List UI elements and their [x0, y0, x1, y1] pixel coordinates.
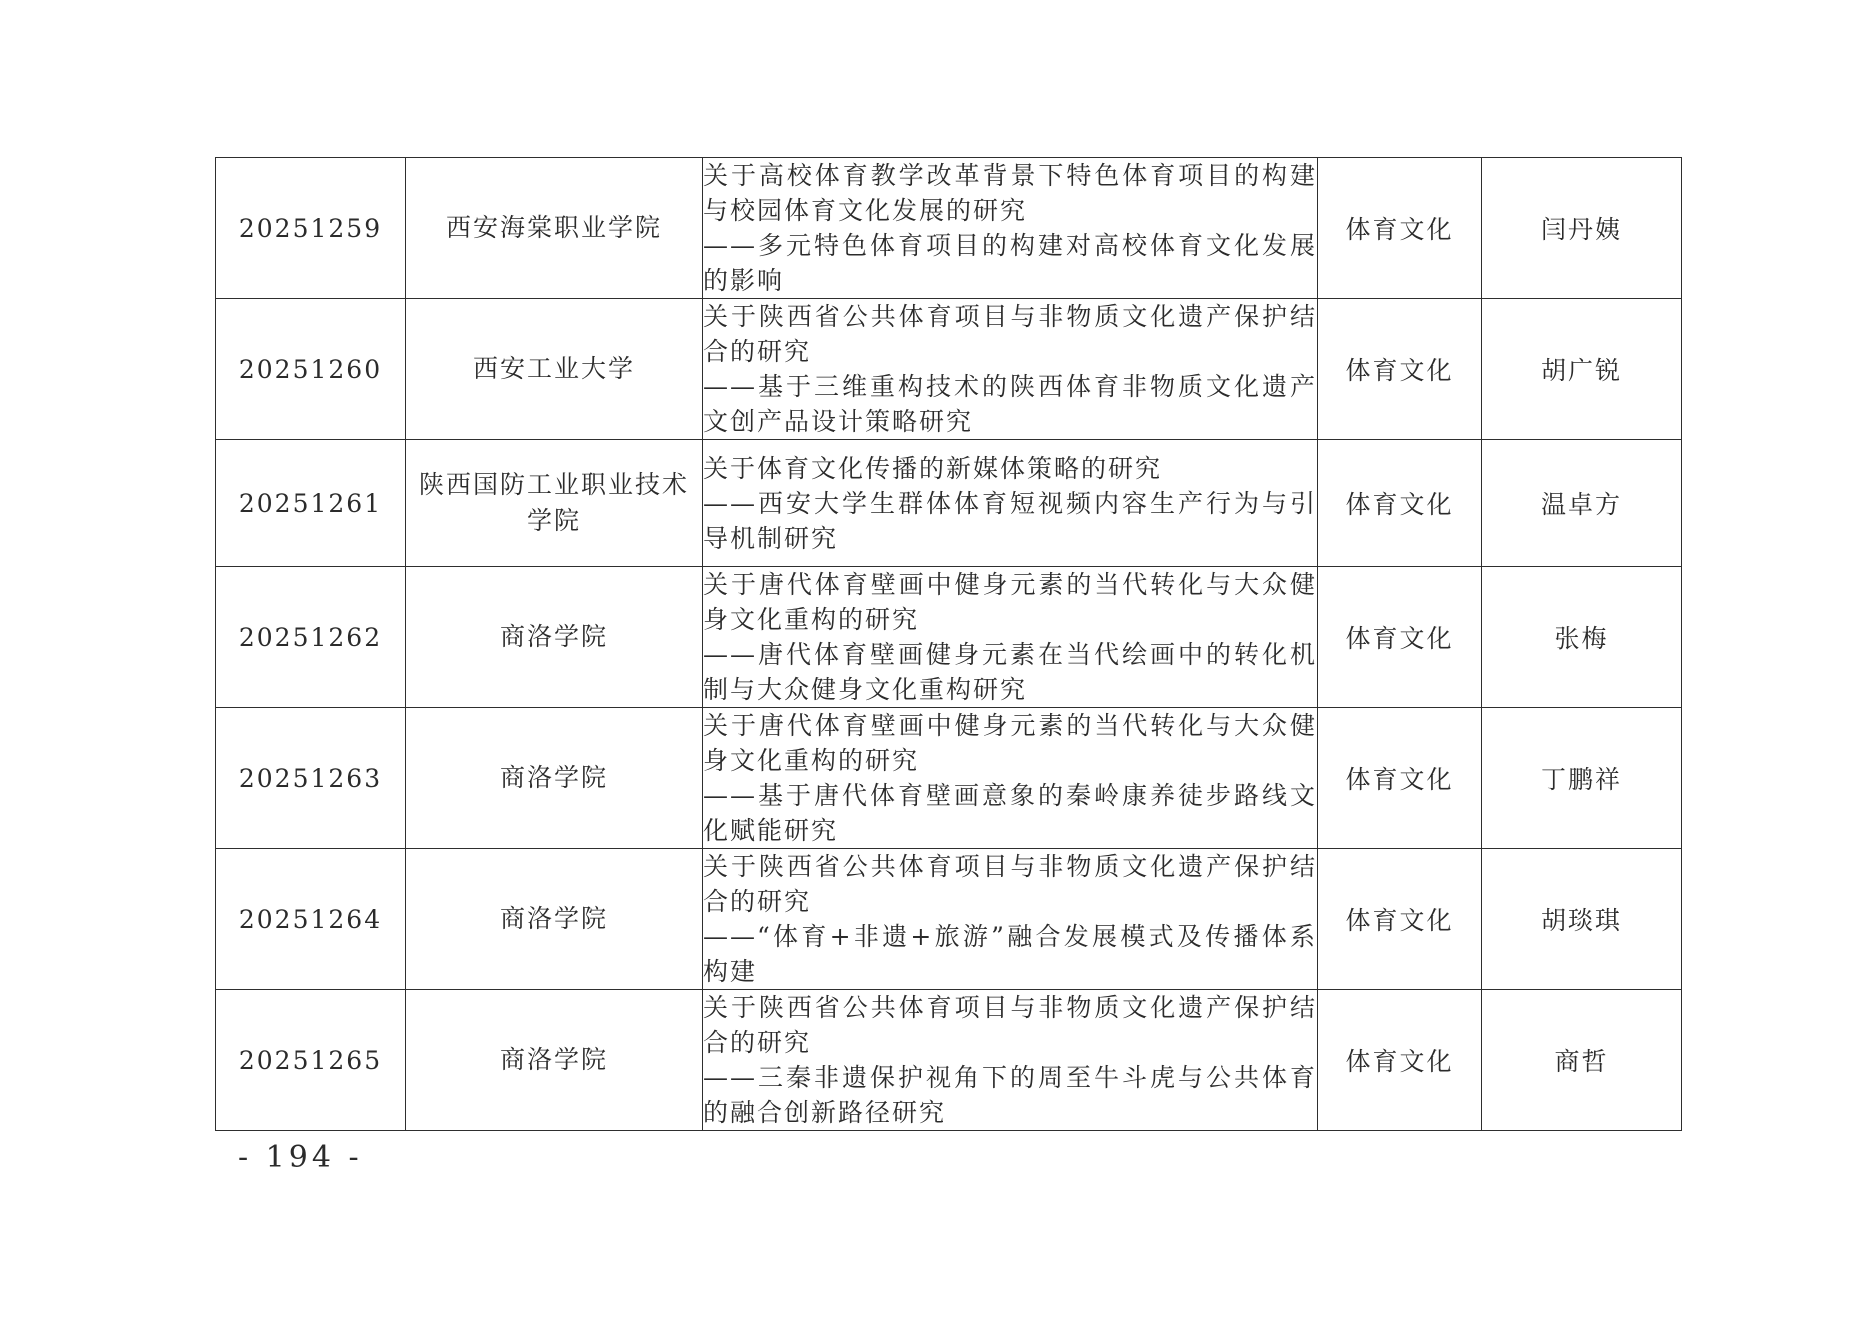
project-code: 20251262: [216, 567, 406, 708]
project-title-main: 关于陕西省公共体育项目与非物质文化遗产保护结合的研究: [703, 302, 1317, 366]
project-title: [703, 990, 1318, 1131]
project-title-sub: ——基于唐代体育壁画意象的秦岭康养徒步路线文化赋能研究: [703, 781, 1317, 845]
institution-name: 商洛学院: [406, 849, 703, 990]
project-leader: 温卓方: [1482, 440, 1682, 567]
project-leader: 张梅: [1482, 567, 1682, 708]
project-code: 20251259: [216, 158, 406, 299]
project-title-main: 关于陕西省公共体育项目与非物质文化遗产保护结合的研究: [703, 993, 1317, 1057]
project-title: [703, 567, 1318, 708]
institution-name: 商洛学院: [406, 567, 703, 708]
project-title-sub: ——西安大学生群体体育短视频内容生产行为与引导机制研究: [703, 488, 1317, 553]
project-title-main: 关于陕西省公共体育项目与非物质文化遗产保护结合的研究: [703, 852, 1317, 916]
project-title: [703, 158, 1318, 299]
table-row: [216, 567, 1682, 708]
project-category: 体育文化: [1318, 567, 1482, 708]
table-row: [216, 299, 1682, 440]
table-row: [216, 158, 1682, 299]
project-title-sub: ——基于三维重构技术的陕西体育非物质文化遗产文创产品设计策略研究: [703, 372, 1317, 436]
project-leader: 商哲: [1482, 990, 1682, 1131]
project-code: 20251261: [216, 440, 406, 567]
project-title: [703, 299, 1318, 440]
project-title: [703, 849, 1318, 990]
institution-name: 商洛学院: [406, 990, 703, 1131]
project-leader: 胡琰琪: [1482, 849, 1682, 990]
project-category: 体育文化: [1318, 849, 1482, 990]
project-category: 体育文化: [1318, 708, 1482, 849]
project-leader: 胡广锐: [1482, 299, 1682, 440]
project-title-sub: ——“体育+非遗+旅游”融合发展模式及传播体系构建: [703, 922, 1317, 986]
project-category: 体育文化: [1318, 440, 1482, 567]
project-title: [703, 708, 1318, 849]
institution-name: 西安海棠职业学院: [406, 158, 703, 299]
project-category: 体育文化: [1318, 299, 1482, 440]
project-code: 20251264: [216, 849, 406, 990]
project-title-main: 关于唐代体育壁画中健身元素的当代转化与大众健身文化重构的研究: [703, 711, 1317, 775]
institution-name: 商洛学院: [406, 708, 703, 849]
project-leader: 丁鹏祥: [1482, 708, 1682, 849]
project-title-main: 关于高校体育教学改革背景下特色体育项目的构建与校园体育文化发展的研究: [703, 161, 1317, 225]
project-title-sub: ——多元特色体育项目的构建对高校体育文化发展的影响: [703, 231, 1317, 295]
table-row: [216, 440, 1682, 567]
project-code: 20251265: [216, 990, 406, 1131]
project-table: [215, 157, 1682, 1131]
project-category: 体育文化: [1318, 990, 1482, 1131]
project-code: 20251260: [216, 299, 406, 440]
project-title-main: 关于唐代体育壁画中健身元素的当代转化与大众健身文化重构的研究: [703, 570, 1317, 634]
project-title: [703, 440, 1318, 567]
project-leader: 闫丹姨: [1482, 158, 1682, 299]
page-number: - 194 -: [238, 1140, 363, 1175]
project-code: 20251263: [216, 708, 406, 849]
table-row: [216, 990, 1682, 1131]
project-title-sub: ——唐代体育壁画健身元素在当代绘画中的转化机制与大众健身文化重构研究: [703, 640, 1317, 704]
table-row: [216, 708, 1682, 849]
project-category: 体育文化: [1318, 158, 1482, 299]
project-title-main: 关于体育文化传播的新媒体策略的研究: [703, 453, 1163, 483]
project-title-sub: ——三秦非遗保护视角下的周至牛斗虎与公共体育的融合创新路径研究: [703, 1063, 1317, 1127]
table-row: [216, 849, 1682, 990]
institution-name: 西安工业大学: [406, 299, 703, 440]
institution-name: 陕西国防工业职业技术学院: [406, 440, 703, 567]
